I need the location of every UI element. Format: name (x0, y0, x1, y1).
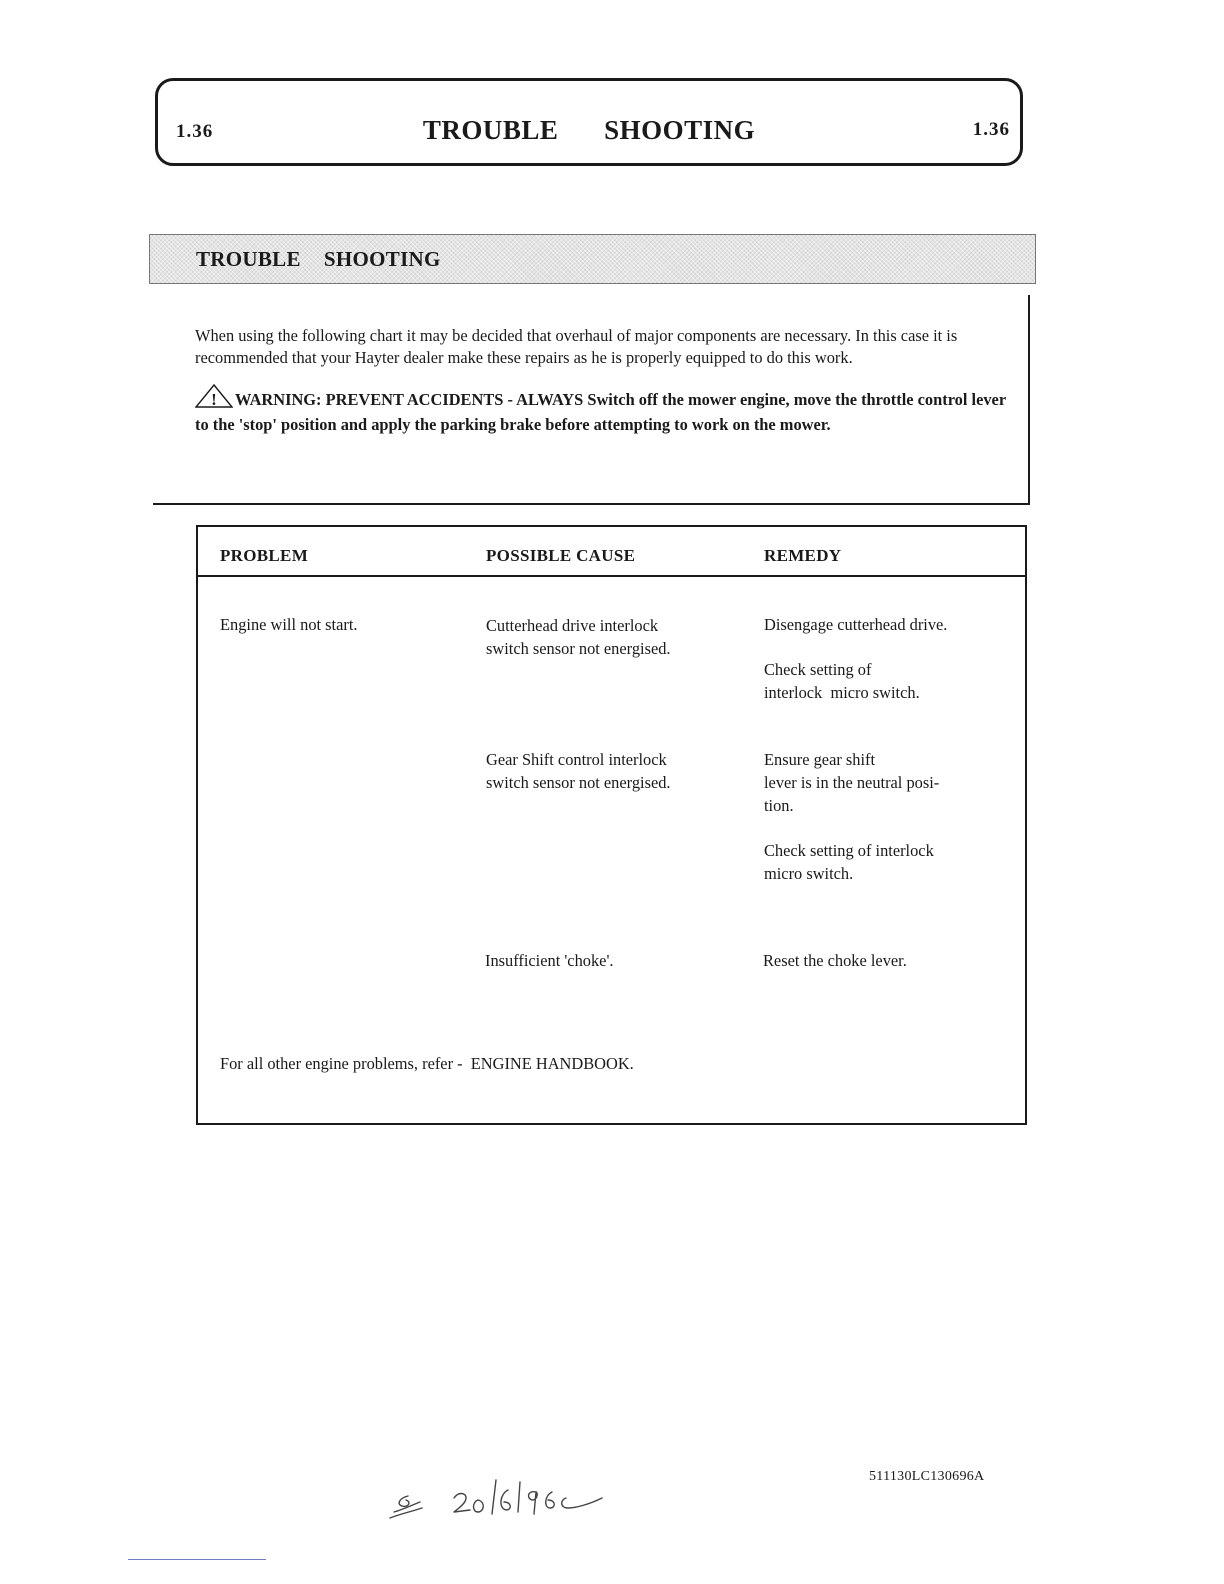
intro-right-rule (1028, 295, 1030, 504)
remedy-2a (764, 748, 939, 817)
problem-cell: Engine will not start. (220, 615, 358, 634)
section-title: TROUBLE SHOOTING (196, 247, 441, 271)
remedy-cell-3 (763, 949, 907, 972)
remedy-2a-line-3: tion. (764, 796, 794, 815)
remedy-1a-line-1: Disengage cutterhead drive. (764, 615, 948, 634)
remedy-1b-line-1: Check setting of (764, 660, 872, 679)
cause-1-line-2: switch sensor not energised. (486, 639, 671, 658)
cause-1-line-1: Cutterhead drive interlock (486, 616, 659, 635)
trouble-shooting-table (196, 525, 1027, 1125)
remedy-2a-line-2: lever is in the neutral posi- (764, 773, 940, 792)
svg-text:!: ! (211, 390, 217, 408)
remedy-1b (764, 658, 947, 704)
remedy-2a-line-1: Ensure gear shift (764, 750, 876, 769)
document-code: 511130LC130696A (869, 1469, 985, 1484)
table-header-rule (198, 575, 1025, 577)
intro-paragraph: When using the following chart it may be decided that overhaul of major components are necessary. In this case it is recommended that your Hayter dealer make these repairs as he is properly equipped to do this work. (195, 326, 958, 367)
remedy-cell-1 (764, 613, 947, 704)
remedy-cell-2 (764, 748, 939, 885)
remedy-1b-line-2: interlock micro switch. (764, 683, 920, 702)
page-number-right: 1.36 (972, 119, 1010, 140)
cause-2-line-2: switch sensor not energised. (486, 773, 671, 792)
remedy-3-line-1: Reset the choke lever. (763, 951, 907, 970)
remedy-2b-line-1: Check setting of interlock (764, 841, 934, 860)
handwritten-signature (380, 1462, 610, 1537)
column-header-possible-cause: POSSIBLE CAUSE (486, 546, 636, 565)
section-banner (149, 234, 1036, 284)
cause-cell-1 (486, 614, 671, 660)
bottom-rule (128, 1559, 266, 1560)
page-header (155, 78, 1023, 166)
column-header-remedy: REMEDY (764, 546, 842, 565)
intro-bottom-rule (153, 503, 1030, 505)
warning-triangle-icon (195, 384, 233, 414)
page-number-left: 1.36 (176, 121, 214, 142)
page-title: TROUBLE SHOOTING (422, 115, 756, 145)
remedy-2b (764, 839, 939, 885)
cause-3-line-1: Insufficient 'choke'. (485, 951, 614, 970)
warning-text: WARNING: PREVENT ACCIDENTS - ALWAYS Switch off the mower engine, move the throttle control lever to the 'stop' position and apply the parking brake before attempting to work on the mower. (195, 390, 1006, 434)
cause-cell-3 (485, 949, 614, 972)
warning-block (195, 384, 1007, 436)
table-footnote: For all other engine problems, refer - ENGINE HANDBOOK. (220, 1054, 634, 1073)
remedy-1a (764, 613, 947, 636)
column-header-problem: PROBLEM (220, 546, 309, 565)
cause-cell-2 (486, 748, 671, 794)
cause-2-line-1: Gear Shift control interlock (486, 750, 667, 769)
remedy-2b-line-2: micro switch. (764, 864, 854, 883)
